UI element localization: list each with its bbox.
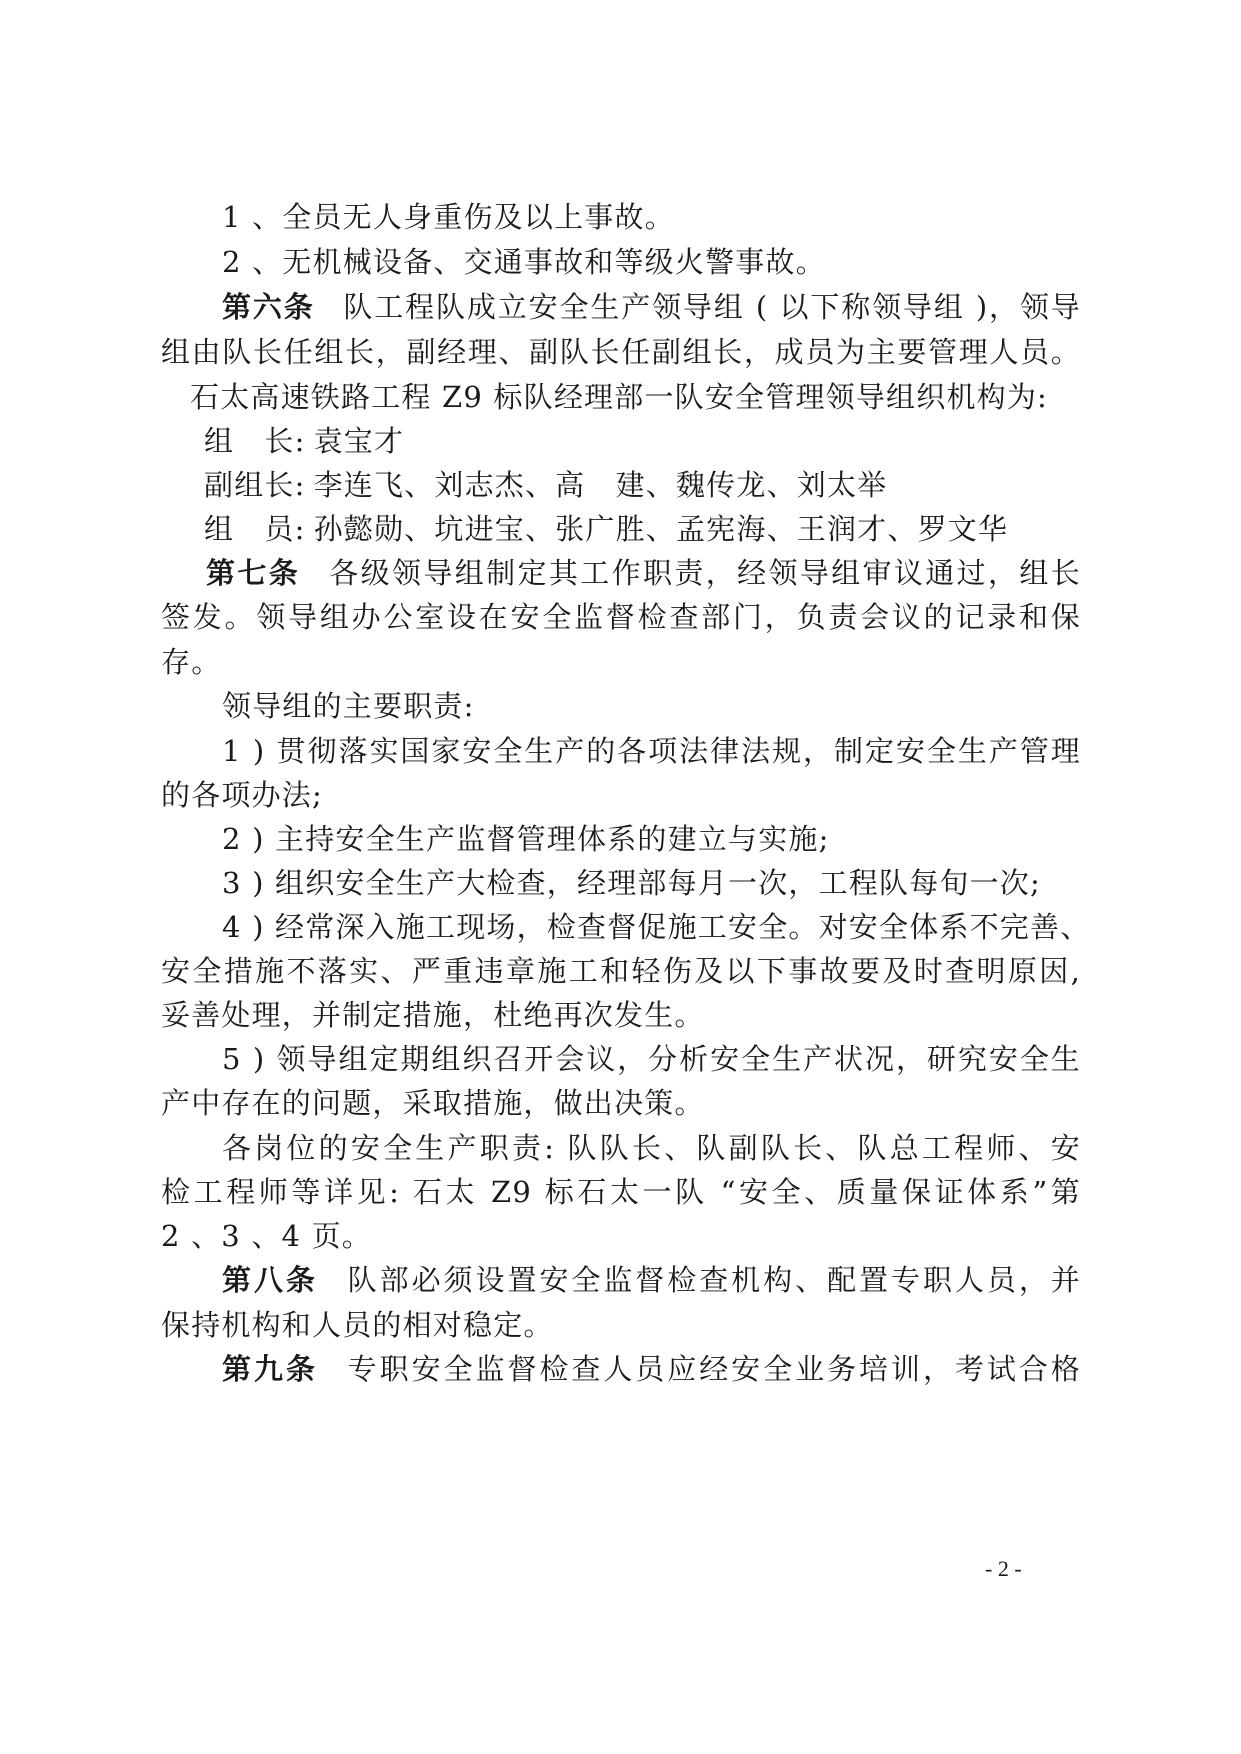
org-deputy-label: 副组长: [204,468,306,502]
org-leader-line [204,424,604,458]
duty-1-line-1: 1 ) 贯彻落实国家安全生产的各项法律法规，制定安全生产管理 [222,734,1081,768]
article-9-text-1: 专职安全监督检查人员应经安全业务培训，考试合格 [345,1352,1081,1386]
article-9-line-1 [222,1352,1081,1386]
article-7-text-1: 各级领导组制定其工作职责，经领导组审议通过，组长 [328,556,1081,590]
org-deputy-names: 李连飞、刘志杰、高 建、魏传龙、刘太举 [313,468,888,502]
article-7-line-2: 签发。领导组办公室设在安全监督检查部门，负责会议的记录和保 [161,600,1081,634]
duty-4-line-3: 妥善处理，并制定措施，杜绝再次发生。 [161,998,705,1032]
article-8-line-1 [222,1263,1081,1297]
org-member-label: 组 员: [204,512,306,546]
article-7-label: 第七条 [206,556,301,590]
article-7-line-3: 存。 [161,645,222,679]
duty-5-line-2: 产中存在的问题，采取措施，做出决策。 [161,1086,705,1120]
duty-3: 3 ) 组织安全生产大检查，经理部每月一次，工程队每旬一次; [222,866,1041,900]
article-9-label: 第九条 [222,1352,318,1386]
article-6-line-2: 组由队长任组长，副经理、副队长任副组长，成员为主要管理人员。 [161,335,1081,369]
page-number: - 2 - [985,1556,1022,1581]
duty-4-line-2: 安全措施不落实、严重违章施工和轻伤及以下事故要及时查明原因, [161,954,1081,988]
duty-1-line-2: 的各项办法; [161,778,323,812]
duty-2: 2 ) 主持安全生产监督管理体系的建立与实施; [222,822,830,856]
article-8-label: 第八条 [222,1263,318,1297]
article-7-line-1 [206,556,1081,590]
duties-heading: 领导组的主要职责: [222,689,475,723]
org-leader-names: 袁宝才 [313,424,405,458]
org-leader-label: 组 长: [204,424,306,458]
item-1: 1 、全员无人身重伤及以上事故。 [222,200,675,234]
item-2: 2 、无机械设备、交通事故和等级火警事故。 [222,245,826,279]
duty-5-line-1: 5 ) 领导组定期组织召开会议，分析安全生产状况，研究安全生 [222,1042,1081,1076]
org-deputy-line [204,468,904,502]
posts-line-2: 检工程师等详见: 石太 Z9 标石太一队 “安全、质量保证体系”第 [161,1175,1081,1209]
article-8-text-1: 队部必须设置安全监督检查机构、配置专职人员，并 [345,1263,1081,1297]
org-member-names: 孙懿勋、坑进宝、张广胜、孟宪海、王润才、罗文华 [313,512,1009,546]
org-member-line [204,512,1024,546]
article-6-line-3: 石太高速铁路工程 Z9 标队经理部一队安全管理领导组织机构为: [190,380,1049,414]
article-6-label: 第六条 [222,290,315,324]
posts-line-3: 2 、3 、4 页。 [161,1219,373,1253]
article-6-text-1: 队工程队成立安全生产领导组 ( 以下称领导组 )，领导 [342,290,1081,324]
article-6-line-1 [222,290,1081,324]
article-8-line-2: 保持机构和人员的相对稳定。 [161,1308,554,1342]
duty-4-line-1: 4 ) 经常深入施工现场，检查督促施工安全。对安全体系不完善、 [222,910,1091,944]
posts-line-1: 各岗位的安全生产职责: 队队长、队副队长、队总工程师、安 [222,1131,1081,1165]
